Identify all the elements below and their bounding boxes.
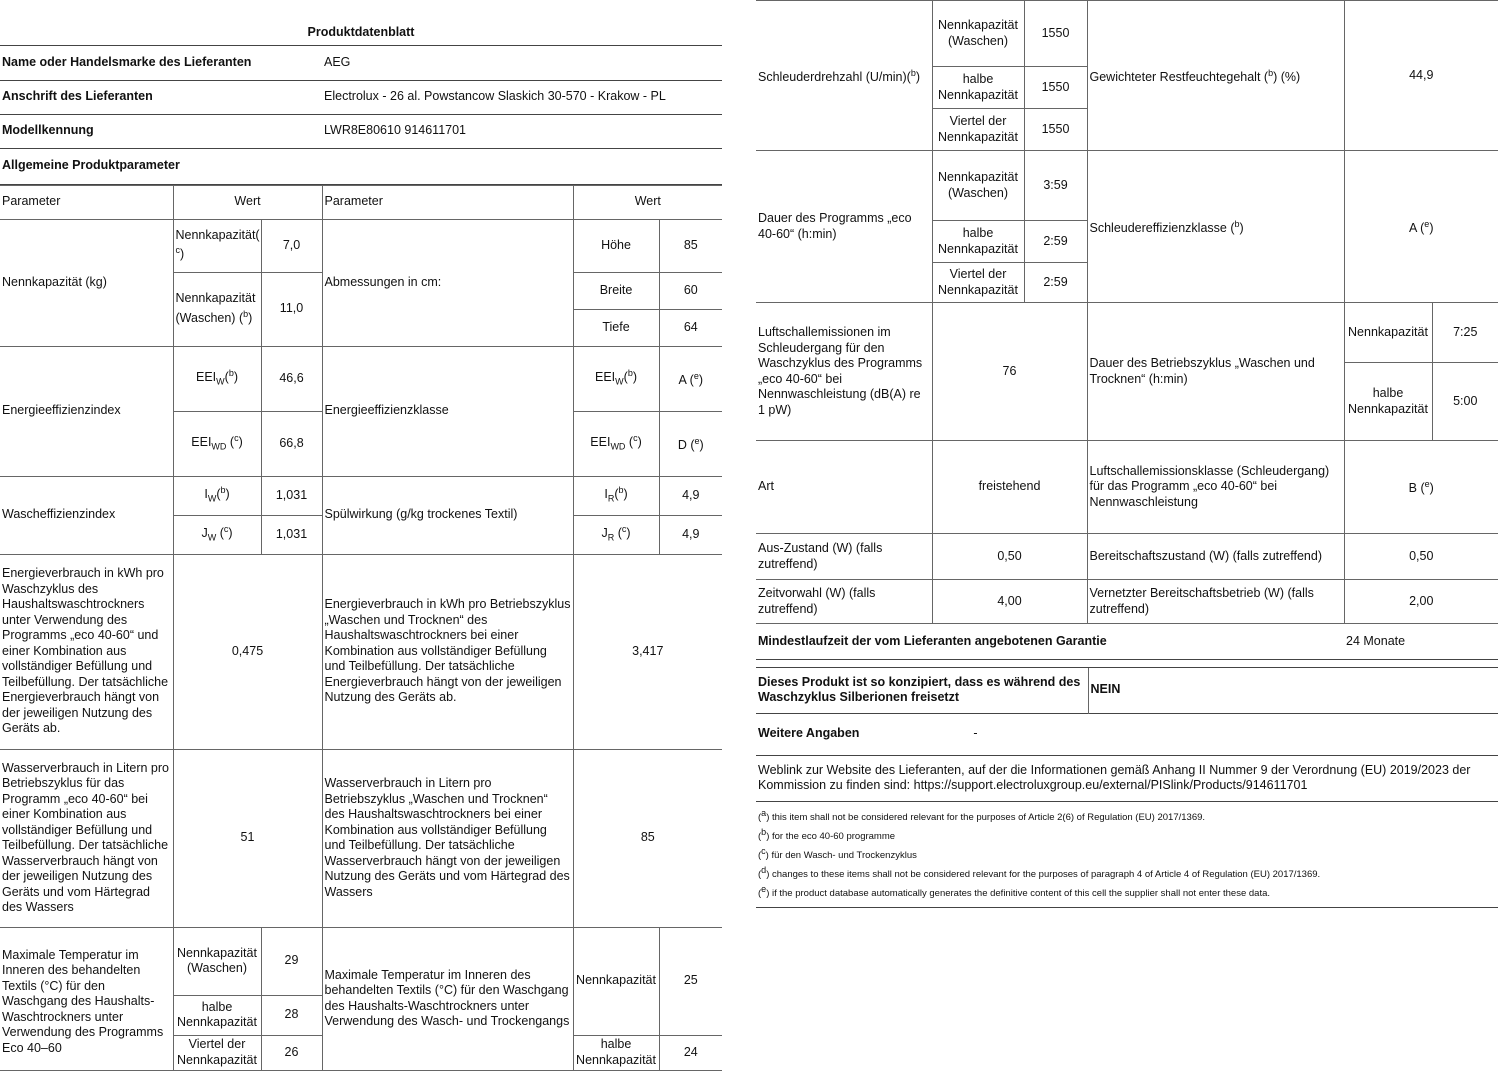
iw-value: 1,031 xyxy=(261,476,322,515)
type-value: freistehend xyxy=(932,441,1087,534)
mt-half-label: halbe Nennkapazität xyxy=(173,995,261,1035)
address-value: Electrolux - 26 al. Powstancow Slaskich 30-570 - Krakow - PL xyxy=(324,89,666,104)
capacity-label: Nennkapazität (kg) xyxy=(0,219,173,346)
jw-value: 1,031 xyxy=(261,515,322,554)
mtc-full-value: 25 xyxy=(659,927,722,1035)
general-params-label: Allgemeine Produktparameter xyxy=(2,158,180,173)
col-parameter-2: Parameter xyxy=(322,185,573,219)
type-label: Art xyxy=(756,441,932,534)
water-cycle-label: Wasserverbrauch in Litern pro Betriebszyklus „Waschen und Trocknen“ des Haushaltswaschtrockners bei einer Kombination aus vollständiger Befüllung und Teilbefüllung. Der tatsächliche Wasserverbrauch hängt von der jeweiligen Nutzung des Geräts und vom Härtegrad des Wassers xyxy=(322,749,573,927)
right-params-table xyxy=(756,0,1498,624)
energy-wash-value: 0,475 xyxy=(173,554,322,749)
mt-quarter-label: Viertel der Nennkapazität xyxy=(173,1035,261,1070)
silver-label: Dieses Produkt ist so konzipiert, dass es während des Waschzyklus Silberionen freisetzt xyxy=(756,667,1088,713)
dur-quarter-value: 2:59 xyxy=(1024,263,1087,303)
right-datasheet xyxy=(756,0,1498,908)
moisture-value: 44,9 xyxy=(1344,1,1498,151)
off-value: 0,50 xyxy=(932,534,1087,580)
supplier-value: AEG xyxy=(324,54,351,69)
dur-half-value: 2:59 xyxy=(1024,221,1087,263)
wash-index-label: Wascheffizienzindex xyxy=(0,476,173,554)
water-cycle-value: 85 xyxy=(573,749,722,927)
noise-class-value: B ($^e$) xyxy=(1344,441,1498,534)
width-label: Breite xyxy=(573,272,659,309)
width-value: 60 xyxy=(659,272,722,309)
networked-value: 2,00 xyxy=(1344,580,1498,624)
spin-half-value: 1550 xyxy=(1024,67,1087,109)
noise-label: Luftschallemissionen im Schleudergang für den Waschzyklus des Programms „eco 40-60“ bei Nennwaschleistung (dB(A) re 1 pW) xyxy=(756,303,932,441)
footnote: (c) für den Wasch- und Trockenzyklus xyxy=(758,845,917,861)
eei-wd-label: $EEI_{WD}$ ($^c$) xyxy=(173,411,261,476)
mt-half-value: 28 xyxy=(261,995,322,1035)
capacity-b-label: Nennkapazität (Waschen) ($^b$) xyxy=(173,272,261,346)
eclass-label: Energieeffizienzklasse xyxy=(322,346,573,476)
maxtemp-cycle-label: Maximale Temperatur im Inneren des behandelten Textils (°C) für den Waschgang des Haushalts-Waschtrockners unter Verwendung des Wasch- und Trockengangs xyxy=(322,927,573,1070)
col-wert-2: Wert xyxy=(573,185,722,219)
mt-quarter-value: 26 xyxy=(261,1035,322,1070)
warranty-label: Mindestlaufzeit der vom Lieferanten angebotenen Garantie xyxy=(758,633,1107,648)
page-title: Produktdatenblatt xyxy=(307,25,415,39)
footnote: (e) if the product database automatically generates the definitive content of this cell the supplier shall not enter these data. xyxy=(758,884,1271,900)
cycle-dur-label: Dauer des Betriebszyklus „Waschen und Trocknen“ (h:min) xyxy=(1087,303,1344,441)
footnote: (b) for the eco 40-60 programme xyxy=(758,826,896,842)
further-label: Weitere Angaben - xyxy=(758,726,978,741)
cd-half-value: 5:00 xyxy=(1432,363,1498,441)
model-label: Modellkennung xyxy=(2,123,94,138)
col-wert: Wert xyxy=(173,185,322,219)
standby-label: Bereitschaftszustand (W) (falls zutreffend) xyxy=(1087,534,1344,580)
delay-value: 4,00 xyxy=(932,580,1087,624)
mt-full-wash-label: Nennkapazität (Waschen) xyxy=(173,927,261,995)
jr-label: $J_R$ ($^c$) xyxy=(573,515,659,554)
cd-half-label: halbe Nennkapazität xyxy=(1344,363,1432,441)
eclass-w-value: A ($^e$) xyxy=(659,346,722,411)
energy-wash-label: Energieverbrauch in kWh pro Waschzyklus des Haushaltswaschtrockners unter Verwendung des Programms „eco 40-60“ und einer Kombination aus vollständiger Befüllung und Teilbefüllung. Der tatsächliche Energieverbrauch hängt von der jeweiligen Nutzung des Geräts ab. xyxy=(0,554,173,749)
mt-full-wash-value: 29 xyxy=(261,927,322,995)
water-wash-label: Wasserverbrauch in Litern pro Betriebszyklus für das Programm „eco 40-60“ bei einer Kombination aus vollständiger Befüllung und Teilbefüllung. Der tatsächliche Wasserverbrauch hängt von der jeweiligen Nutzung des Geräts und vom Härtegrad des Wassers xyxy=(0,749,173,927)
capacity-c-label: Nennkapazität( $^c$) xyxy=(173,219,261,272)
jr-value: 4,9 xyxy=(659,515,722,554)
delay-label: Zeitvorwahl (W) (falls zutreffend) xyxy=(756,580,932,624)
rinse-label: Spülwirkung (g/kg trockenes Textil) xyxy=(322,476,573,554)
moisture-label: Gewichteter Restfeuchtegehalt ($^b$) (%) xyxy=(1087,1,1344,151)
energy-cycle-label: Energieverbrauch in kWh pro Betriebszyklus „Waschen und Trocknen“ des Haushaltswaschtrockners bei einer Kombination aus vollständiger Befüllung und Teilbefüllung. Der tatsächliche Energieverbrauch hängt von der jeweiligen Nutzung des Geräts ab. xyxy=(322,554,573,749)
spin-full-label: Nennkapazität (Waschen) xyxy=(932,1,1024,67)
mtc-full-label: Nennkapazität xyxy=(573,927,659,1035)
spin-eff-value: A ($^e$) xyxy=(1344,151,1498,303)
ir-label: $I_R(^b)$ xyxy=(573,476,659,515)
dur-quarter-label: Viertel der Nennkapazität xyxy=(932,263,1024,303)
silver-value: NEIN xyxy=(1088,667,1498,713)
spin-full-value: 1550 xyxy=(1024,1,1087,67)
jw-label: $J_W$ ($^c$) xyxy=(173,515,261,554)
maxtemp-wash-label: Maximale Temperatur im Inneren des behandelten Textils (°C) für den Waschgang des Haushalts-Waschtrockners unter Verwendung des Programms Eco 40–60 xyxy=(0,927,173,1070)
address-label: Anschrift des Lieferanten xyxy=(2,89,153,104)
eei-label: Energieeffizienzindex xyxy=(0,346,173,476)
eei-wd-value: 66,8 xyxy=(261,411,322,476)
off-label: Aus-Zustand (W) (falls zutreffend) xyxy=(756,534,932,580)
cd-full-label: Nennkapazität xyxy=(1344,303,1432,363)
capacity-b-value: 11,0 xyxy=(261,272,322,346)
energy-cycle-value: 3,417 xyxy=(573,554,722,749)
cd-full-value: 7:25 xyxy=(1432,303,1498,363)
footnote: (a) this item shall not be considered relevant for the purposes of Article 2(6) of Regulation (EU) 2017/1369. xyxy=(758,807,1206,823)
eei-w-value: 46,6 xyxy=(261,346,322,411)
header-table xyxy=(0,0,722,185)
standby-value: 0,50 xyxy=(1344,534,1498,580)
spin-quarter-value: 1550 xyxy=(1024,109,1087,151)
spin-half-label: halbe Nennkapazität xyxy=(932,67,1024,109)
eclass-wd-value: D ($^e$) xyxy=(659,411,722,476)
depth-label: Tiefe xyxy=(573,309,659,346)
networked-label: Vernetzter Bereitschaftsbetrieb (W) (falls zutreffend) xyxy=(1087,580,1344,624)
params-table xyxy=(0,185,722,1071)
dur-full-value: 3:59 xyxy=(1024,151,1087,221)
footnote: (d) changes to these items shall not be considered relevant for the purposes of paragraph 4 of Article 4 of Regulation (EU) 2017/1369. xyxy=(758,864,1321,881)
ir-value: 4,9 xyxy=(659,476,722,515)
mtc-half-value: 24 xyxy=(659,1035,722,1070)
left-datasheet xyxy=(0,0,722,1071)
col-parameter: Parameter xyxy=(0,185,173,219)
spin-label: Schleuderdrehzahl (U/min)($^b$) xyxy=(756,1,932,151)
spin-quarter-label: Viertel der Nennkapazität xyxy=(932,109,1024,151)
eei-w-label: $EEI_W(^b)$ xyxy=(173,346,261,411)
capacity-c-value: 7,0 xyxy=(261,219,322,272)
spin-eff-label: Schleudereffizienzklasse ($^b$) xyxy=(1087,151,1344,303)
noise-class-label: Luftschallemissionsklasse (Schleudergang) für das Programm „eco 40-60“ bei Nennwaschleistung xyxy=(1087,441,1344,534)
mtc-half-label: halbe Nennkapazität xyxy=(573,1035,659,1070)
footnotes xyxy=(756,801,1498,908)
dur-half-label: halbe Nennkapazität xyxy=(932,221,1024,263)
water-wash-value: 51 xyxy=(173,749,322,927)
noise-value: 76 xyxy=(932,303,1087,441)
weblink-text: Weblink zur Website des Lieferanten, auf der die Informationen gemäß Anhang II Nummer 9 der Verordnung (EU) 2019/2023 der Kommission zu finden sind: https://support.electroluxgroup.eu/external/PISlink/Products/914611701 xyxy=(758,762,1471,792)
right-info-table xyxy=(756,624,1498,908)
dims-label: Abmessungen in cm: xyxy=(322,219,573,346)
dur-full-label: Nennkapazität (Waschen) xyxy=(932,151,1024,221)
model-value: LWR8E80610 914611701 xyxy=(324,123,467,138)
duration-label: Dauer des Programms „eco 40-60“ (h:min) xyxy=(756,151,932,303)
eclass-w-label: $EEI_W(^b)$ xyxy=(573,346,659,411)
warranty-value: 24 Monate xyxy=(1346,633,1406,648)
height-value: 85 xyxy=(659,219,722,272)
eclass-wd-label: $EEI_{WD}$ ($^c$) xyxy=(573,411,659,476)
height-label: Höhe xyxy=(573,219,659,272)
depth-value: 64 xyxy=(659,309,722,346)
supplier-label: Name oder Handelsmarke des Lieferanten xyxy=(2,54,252,69)
iw-label: $I_W(^b)$ xyxy=(173,476,261,515)
